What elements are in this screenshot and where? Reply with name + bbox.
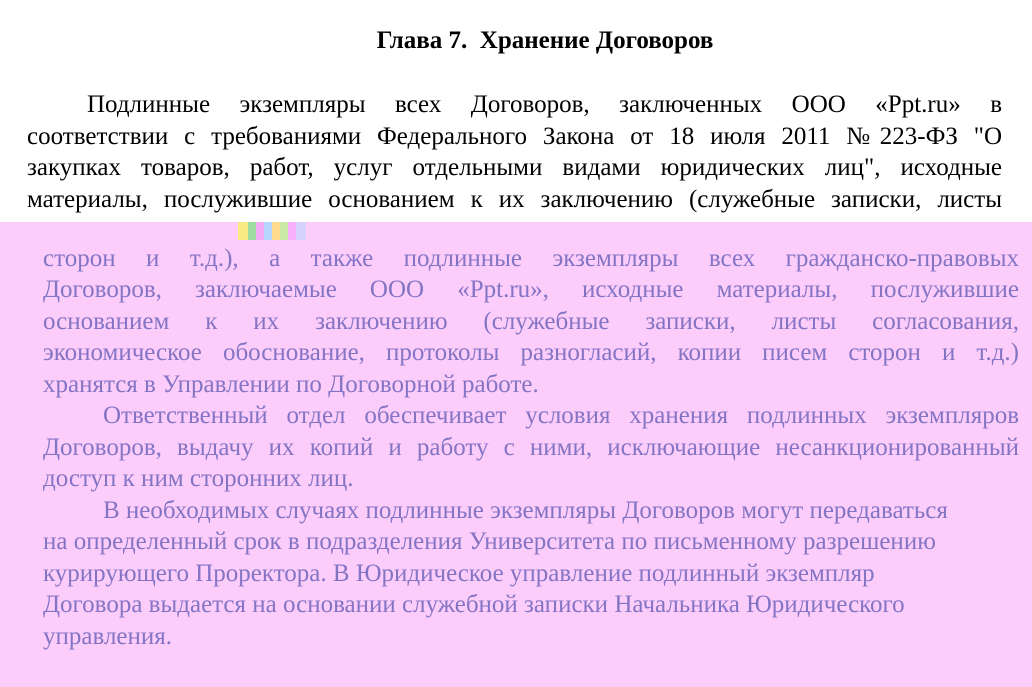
text-line: Ответственный отдел обеспечивает условия хранения подлинных экземпляров <box>103 402 1019 429</box>
text-line: Договоров, заключаемые ООО «Ppt.ru», исходные материалы, послужившие <box>43 276 1019 303</box>
text-line: управления. <box>43 622 173 650</box>
text-line: на определенный срок в подразделения Университета по письменному разрешению <box>43 528 936 555</box>
overlay-text <box>43 211 1019 652</box>
text-line: экономическое обоснование, протоколы разногласий, копии писем сторон и т.д.) <box>43 339 1019 366</box>
text-line: материалы, послужившие основанием к их заключению (служебные записки, листы <box>27 185 1002 213</box>
text-line: Подлинные экземпляры всех Договоров, заключенных ООО «Ppt.ru» в <box>87 91 1002 118</box>
chapter-title: Глава 7. Хранение Договоров <box>376 27 714 54</box>
text-line: хранятся в Управлении по Договорной работе. <box>43 370 539 398</box>
text-line: основанием к их заключению (служебные записки, листы согласования, <box>43 307 1019 335</box>
text-line: В необходимых случаях подлинные экземпляры Договоров могут передаваться <box>103 496 948 524</box>
text-line: Договора выдается на основании служебной записки Начальника Юридического <box>43 591 905 618</box>
text-line: закупках товаров, работ, услуг отдельными видами юридических лиц", исходные <box>27 154 1002 181</box>
text-line: доступ к ним сторонних лиц. <box>43 465 354 492</box>
text-line: Договоров, выдачу их копий и работу с ними, исключающие несанкционированный <box>43 433 1019 461</box>
text-line: соответствии с требованиями Федерального Закона от 18 июля 2011 №223-ФЗ "О <box>27 122 1002 150</box>
text-line: курирующего Проректора. В Юридическое управление подлинный экземпляр <box>43 559 875 587</box>
text-line: сторон и т.д.), а также подлинные экземпляры всех гражданско-правовых <box>43 244 1019 272</box>
